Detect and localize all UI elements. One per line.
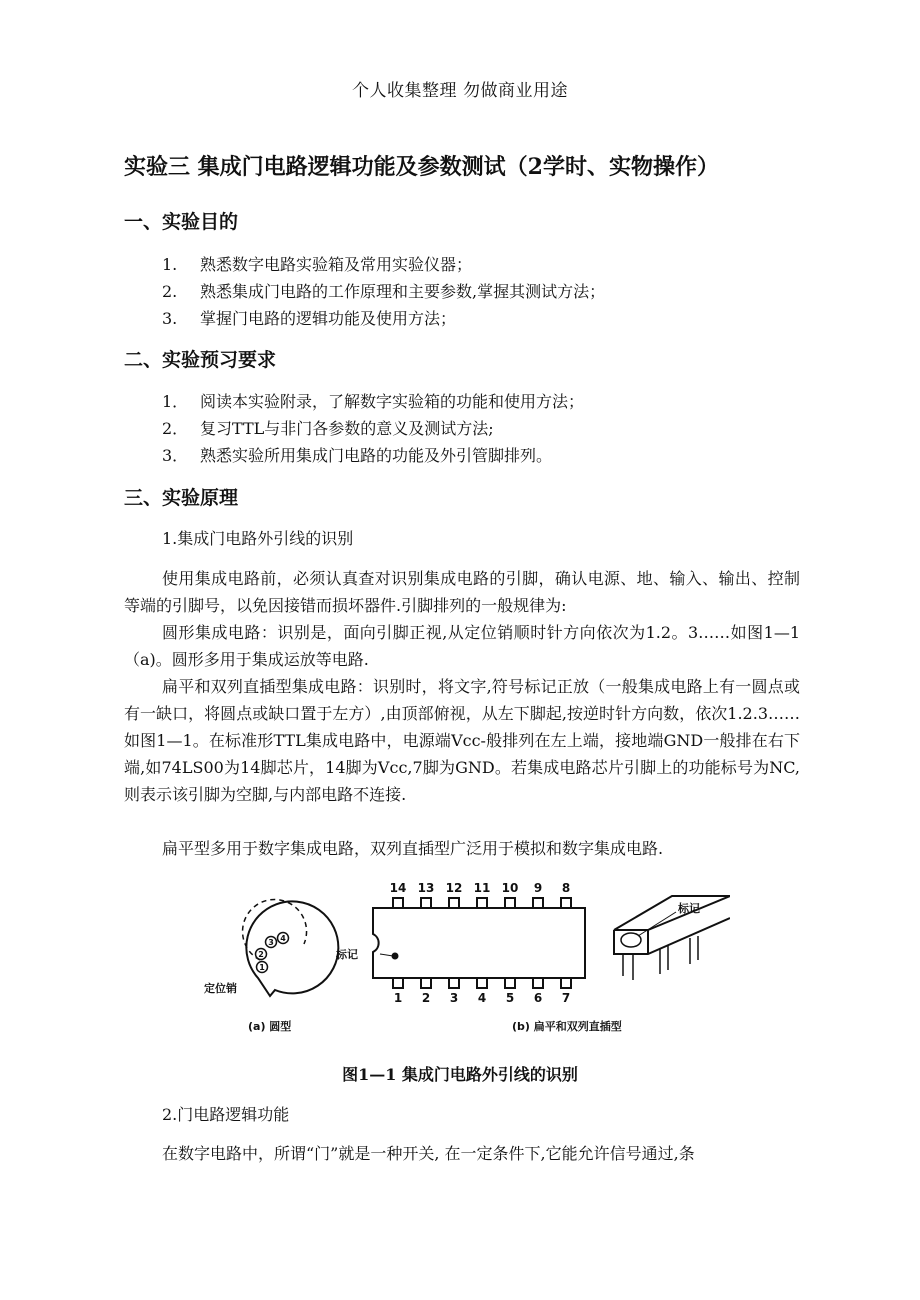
dip-top-pin-label: 9 <box>533 881 543 895</box>
list-item <box>162 389 584 412</box>
ic-pinout-figure <box>190 878 730 1038</box>
figure-caption: 图1—1 集成门电路外引线的识别 <box>342 1065 578 1084</box>
dip-bottom-pin-label: 4 <box>477 991 487 1005</box>
figure-label-a: (a) 圆型 <box>248 1020 292 1033</box>
list-item <box>162 252 472 275</box>
dip-3d-sketch <box>614 896 730 980</box>
list-number: 1． <box>162 392 189 411</box>
paragraph: 使用集成电路前，必须认真查对识别集成电路的引脚，确认电源、地、输入、输出、控制等端的引脚号，以免因接错而损坏器件.引脚排列的一般规律为: <box>124 569 800 615</box>
list-text: 阅读本实验附录，了解数字实验箱的功能和使用方法； <box>200 392 585 411</box>
dip-bottom-pin-label: 7 <box>561 991 571 1005</box>
list-number: 1. <box>162 255 178 274</box>
list-text: 掌握门电路的逻辑功能及使用方法； <box>200 309 457 328</box>
dip-bottom-pin-label: 1 <box>393 991 403 1005</box>
round-pin-label: 2 <box>258 950 264 959</box>
dip-bottom-pin-label: 6 <box>533 991 543 1005</box>
round-pin-label: 1 <box>259 963 265 972</box>
dip-top-pin-label: 11 <box>473 881 491 895</box>
list-item <box>162 279 605 302</box>
page-header: 个人收集整理 勿做商业用途 <box>352 81 568 101</box>
section-heading-preview: 二、实验预习要求 <box>124 349 277 371</box>
list-text: 熟悉实验所用集成门电路的功能及外引管脚排列。 <box>200 446 553 465</box>
paragraph: 扁平型多用于数字集成电路，双列直插型广泛用于模拟和数字集成电路. <box>162 839 664 858</box>
round-ic-diagram <box>243 899 339 996</box>
list-number: 2． <box>162 419 189 438</box>
list-number: 2. <box>162 282 178 301</box>
document-title: 实验三 集成门电路逻辑功能及参数测试（2学时、实物操作） <box>124 154 719 180</box>
locating-pin-label: 定位销 <box>204 982 237 995</box>
list-item <box>162 416 494 439</box>
dip-top-pin-label: 14 <box>389 881 407 895</box>
mark-3d-label: 标记 <box>678 902 700 915</box>
dip-top-pin-label: 8 <box>561 881 571 895</box>
dip-bottom-pin-label: 5 <box>505 991 515 1005</box>
subsection-title: 1.集成门电路外引线的识别 <box>162 529 354 548</box>
round-pin-label: 4 <box>280 934 286 943</box>
list-item <box>162 443 552 466</box>
mark-label: 标记 <box>336 948 358 961</box>
list-text: 熟悉集成门电路的工作原理和主要参数,掌握其测试方法； <box>200 282 606 301</box>
dip-top-pin-label: 10 <box>501 881 519 895</box>
list-number: 3. <box>162 309 178 328</box>
paragraph: 扁平和双列直插型集成电路：识别时，将文字,符号标记正放（一般集成电路上有一圆点或有一缺口，将圆点或缺口置于左方）,由顶部俯视，从左下脚起,按逆时针方向数，依次1.2.3……如图1—1。在标准形TTL集成电路中，电源端Vcc-般排列在左上端，接地端GND一般排在右下端,如74LS00为14脚芯片，14脚为Vcc,7脚为GND。若集成电路芯片引脚上的功能标号为NC,则表示该引脚为空脚,与内部电路不连接. <box>124 677 800 804</box>
list-text: 复习TTL与非门各参数的意义及测试方法; <box>200 419 494 438</box>
dip-top-pin-label: 12 <box>445 881 463 895</box>
list-text: 熟悉数字电路实验箱及常用实验仪器； <box>200 255 473 274</box>
figure-label-b: (b) 扁平和双列直插型 <box>512 1020 622 1033</box>
dip-ic-diagram <box>373 898 585 988</box>
dip-top-pin-label: 13 <box>417 881 435 895</box>
list-number: 3． <box>162 446 189 465</box>
section-heading-purpose: 一、实验目的 <box>124 211 239 233</box>
round-pin-label: 3 <box>268 938 274 947</box>
paragraph: 在数字电路中，所谓“门”就是一种开关, 在一定条件下,它能允许信号通过,条 <box>162 1144 695 1163</box>
paragraph: 圆形集成电路：识别是，面向引脚正视,从定位销顺时针方向依次为1.2。3……如图1—1（a)。圆形多用于集成运放等电路. <box>124 623 800 669</box>
dip-bottom-pin-label: 3 <box>449 991 459 1005</box>
section-heading-principle: 三、实验原理 <box>124 487 239 509</box>
subsection-title: 2.门电路逻辑功能 <box>162 1105 290 1124</box>
list-item <box>162 306 456 329</box>
dip-bottom-pin-label: 2 <box>421 991 431 1005</box>
